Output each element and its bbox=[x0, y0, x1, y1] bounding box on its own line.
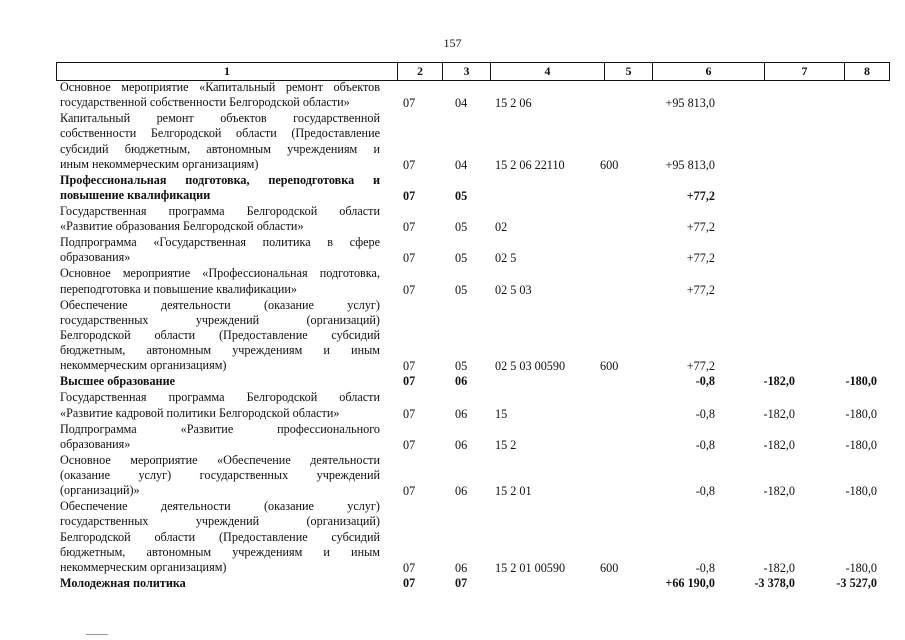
cell-c2: 07 bbox=[403, 188, 416, 203]
cell-c3: 06 bbox=[455, 484, 468, 499]
cell-c2: 07 bbox=[403, 406, 416, 421]
cell-c2: 07 bbox=[403, 576, 416, 590]
row-description-line: иным некоммерческим организациям) bbox=[60, 156, 259, 171]
cell-c7: -182,0 bbox=[763, 560, 795, 575]
cell-c5: 600 bbox=[600, 157, 619, 172]
row-description bbox=[60, 390, 380, 420]
cell-c3: 04 bbox=[455, 96, 468, 111]
header-col-5: 5 bbox=[605, 63, 653, 80]
row-description-line: Обеспечение деятельности (оказание услуг) bbox=[60, 499, 380, 514]
table-row bbox=[0, 266, 905, 296]
cell-c2: 07 bbox=[403, 96, 416, 111]
cell-c6: -0,8 bbox=[695, 374, 715, 389]
row-description-line: некоммерческим организациям) bbox=[60, 560, 227, 574]
cell-c7: -182,0 bbox=[763, 374, 795, 389]
cell-c6: -0,8 bbox=[695, 406, 715, 421]
cell-c6: +77,2 bbox=[686, 188, 715, 203]
row-description-line: бюджетным, автономным учреждениям и иным bbox=[60, 343, 380, 358]
cell-c3: 06 bbox=[455, 374, 468, 389]
table-row bbox=[0, 453, 905, 499]
row-description-line: переподготовка и повышение квалификации» bbox=[60, 281, 298, 296]
cell-c2: 07 bbox=[403, 437, 416, 452]
cell-c3: 07 bbox=[455, 576, 468, 590]
cell-c7: -182,0 bbox=[763, 484, 795, 499]
row-description-line: образования» bbox=[60, 436, 131, 451]
cell-c4: 15 2 06 bbox=[495, 96, 532, 111]
cell-c6: +77,2 bbox=[686, 220, 715, 235]
cell-c4: 15 bbox=[495, 406, 508, 421]
cell-c2: 07 bbox=[403, 560, 416, 575]
cell-c4: 15 2 06 22110 bbox=[495, 157, 565, 172]
table-row bbox=[0, 374, 905, 389]
page-number: 157 bbox=[443, 36, 462, 50]
table-row bbox=[0, 80, 905, 110]
row-description-line: субсидий бюджетным, автономным учреждениям и bbox=[60, 141, 380, 156]
table-row bbox=[0, 576, 905, 591]
cell-c3: 05 bbox=[455, 359, 468, 374]
row-description-line: Профессиональная подготовка, переподготовка и bbox=[60, 172, 380, 187]
row-description-line: образования» bbox=[60, 250, 131, 265]
row-description-line: государственных учреждений (организаций) bbox=[60, 312, 380, 327]
row-description-line: Основное мероприятие «Капитальный ремонт объектов bbox=[60, 80, 380, 94]
header-col-6: 6 bbox=[653, 63, 765, 80]
cell-c6: -0,8 bbox=[695, 484, 715, 499]
cell-c4: 02 5 bbox=[495, 251, 517, 266]
row-description bbox=[60, 499, 380, 575]
row-description bbox=[60, 111, 380, 172]
cell-c2: 07 bbox=[403, 359, 416, 374]
cell-c2: 07 bbox=[403, 484, 416, 499]
cell-c8: -180,0 bbox=[845, 374, 877, 389]
cell-c3: 06 bbox=[455, 560, 468, 575]
cell-c4: 02 5 03 00590 bbox=[495, 359, 566, 374]
scan-mark bbox=[86, 634, 108, 635]
cell-c6: +77,2 bbox=[686, 359, 715, 374]
cell-c8: -180,0 bbox=[845, 484, 877, 499]
row-description-line: Основное мероприятие «Обеспечение деятельности bbox=[60, 452, 380, 467]
row-description bbox=[60, 576, 380, 591]
cell-c2: 07 bbox=[403, 157, 416, 172]
cell-c4: 15 2 01 bbox=[495, 484, 532, 499]
cell-c5: 600 bbox=[600, 359, 619, 374]
cell-c7: -182,0 bbox=[763, 437, 795, 452]
cell-c2: 07 bbox=[403, 251, 416, 266]
row-description-line: бюджетным, автономным учреждениям и иным bbox=[60, 544, 380, 559]
table-row bbox=[0, 499, 905, 575]
row-description bbox=[60, 173, 380, 203]
row-description-line: Обеспечение деятельности (оказание услуг) bbox=[60, 297, 380, 312]
cell-c8: -180,0 bbox=[845, 560, 877, 575]
header-col-7: 7 bbox=[765, 63, 845, 80]
cell-c6: +66 190,0 bbox=[665, 576, 715, 590]
row-description-line: Подпрограмма «Развитие профессионального bbox=[60, 421, 380, 436]
row-description-line: Государственная программа Белгородской области bbox=[60, 204, 380, 218]
cell-c3: 05 bbox=[455, 188, 468, 203]
row-description-line: Белгородской области (Предоставление субсидий bbox=[60, 529, 380, 544]
row-description bbox=[60, 204, 380, 234]
table-row bbox=[0, 173, 905, 203]
cell-c6: +95 813,0 bbox=[665, 96, 715, 111]
header-col-8: 8 bbox=[864, 64, 870, 78]
cell-c3: 04 bbox=[455, 157, 468, 172]
row-description bbox=[60, 298, 380, 374]
cell-c4: 02 5 03 bbox=[495, 282, 532, 297]
cell-c5: 600 bbox=[600, 560, 619, 575]
cell-c3: 05 bbox=[455, 220, 468, 235]
table-row bbox=[0, 111, 905, 172]
row-description bbox=[60, 422, 380, 452]
cell-c8: -180,0 bbox=[845, 406, 877, 421]
row-description-line: собственности Белгородской области (Предоставление bbox=[60, 126, 380, 141]
cell-c2: 07 bbox=[403, 220, 416, 235]
cell-c4: 15 2 bbox=[495, 437, 517, 452]
cell-c3: 05 bbox=[455, 251, 468, 266]
cell-c6: -0,8 bbox=[695, 560, 715, 575]
table-row bbox=[0, 298, 905, 374]
cell-c4: 02 bbox=[495, 220, 508, 235]
table-row bbox=[0, 204, 905, 234]
cell-c6: -0,8 bbox=[695, 437, 715, 452]
header-col-2: 2 bbox=[398, 63, 443, 80]
cell-c8: -3 527,0 bbox=[836, 576, 877, 590]
header-col-3: 3 bbox=[443, 63, 491, 80]
row-description bbox=[60, 266, 380, 296]
row-description-line: Основное мероприятие «Профессиональная подготовка, bbox=[60, 266, 380, 281]
row-description bbox=[60, 235, 380, 265]
cell-c6: +77,2 bbox=[686, 282, 715, 297]
table-row bbox=[0, 235, 905, 265]
row-description-line: «Развитие образования Белгородской области» bbox=[60, 219, 304, 234]
header-col-1: 1 bbox=[57, 63, 398, 80]
cell-c3: 05 bbox=[455, 282, 468, 297]
cell-c4: 15 2 01 00590 bbox=[495, 560, 566, 575]
row-description-line: повышение квалификации bbox=[60, 188, 211, 202]
row-description bbox=[60, 80, 380, 110]
row-description-line: Высшее образование bbox=[60, 374, 176, 389]
cell-c3: 06 bbox=[455, 406, 468, 421]
row-description-line: некоммерческим организациям) bbox=[60, 358, 227, 373]
row-description-line: государственных учреждений (организаций) bbox=[60, 514, 380, 529]
table-row bbox=[0, 422, 905, 452]
row-description-line: Подпрограмма «Государственная политика в сфере bbox=[60, 235, 380, 250]
row-description-line: Капитальный ремонт объектов государственной bbox=[60, 111, 380, 126]
row-description-line: Государственная программа Белгородской области bbox=[60, 390, 380, 405]
row-description-line: «Развитие кадровой политики Белгородской области» bbox=[60, 405, 340, 420]
table-row bbox=[0, 390, 905, 420]
cell-c6: +77,2 bbox=[686, 251, 715, 266]
cell-c8: -180,0 bbox=[845, 437, 877, 452]
cell-c2: 07 bbox=[403, 282, 416, 297]
row-description-line: (организаций)» bbox=[60, 483, 140, 498]
row-description-line: (оказание услуг) государственных учреждений bbox=[60, 468, 380, 482]
row-description bbox=[60, 453, 380, 499]
cell-c7: -182,0 bbox=[763, 406, 795, 421]
row-description-line: Белгородской области (Предоставление субсидий bbox=[60, 328, 380, 342]
table-header bbox=[56, 62, 890, 81]
row-description bbox=[60, 374, 380, 389]
row-description-line: Молодежная политика bbox=[60, 576, 186, 590]
cell-c7: -3 378,0 bbox=[754, 576, 795, 590]
row-description-line: государственной собственности Белгородской области» bbox=[60, 95, 350, 110]
cell-c2: 07 bbox=[403, 374, 416, 389]
cell-c6: +95 813,0 bbox=[665, 157, 715, 172]
cell-c3: 06 bbox=[455, 437, 468, 452]
header-col-4: 4 bbox=[491, 63, 605, 80]
